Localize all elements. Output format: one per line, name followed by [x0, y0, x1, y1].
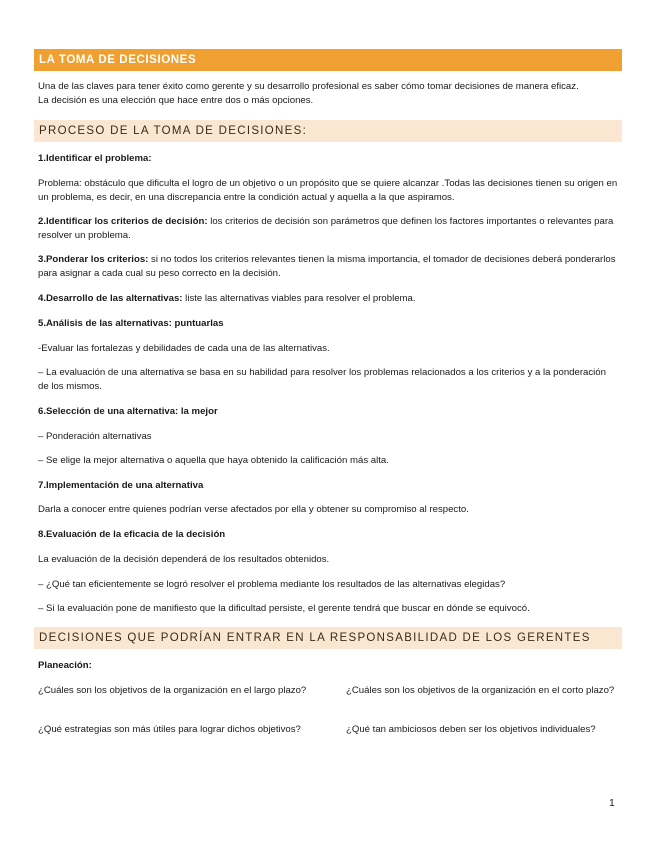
- step-4-text: liste las alternativas viables para resolver el problema.: [182, 293, 416, 304]
- step-7-title: 7.Implementación de una alternativa: [38, 480, 204, 491]
- step-8-text-1: La evaluación de la decisión dependerá de los resultados obtenidos.: [38, 554, 330, 565]
- document-title: LA TOMA DE DECISIONES: [34, 49, 622, 71]
- step-6-title: 6.Selección de una alternativa: la mejor: [38, 406, 218, 417]
- question-right-2: ¿Qué tan ambiciosos deben ser los objetivos individuales?: [346, 724, 596, 735]
- intro-paragraph: [38, 80, 618, 108]
- section-heading-manager-decisions: DECISIONES QUE PODRÍAN ENTRAR EN LA RESPONSABILIDAD DE LOS GERENTES: [34, 627, 622, 649]
- step-8-text-3: – Si la evaluación pone de manifiesto que la dificultad persiste, el gerente tendrá que buscar en dónde se equivocó.: [38, 603, 530, 614]
- step-4-paragraph: [38, 292, 618, 306]
- step-5-text-1: -Evaluar las fortalezas y debilidades de cada una de las alternativas.: [38, 343, 330, 354]
- intro-line-1: Una de las claves para tener éxito como gerente y su desarrollo profesional es saber cómo tomar decisiones de manera eficaz.: [38, 81, 579, 92]
- question-right-1: ¿Cuáles son los objetivos de la organización en el corto plazo?: [346, 685, 615, 696]
- step-3-paragraph: [38, 253, 618, 281]
- step-2-title: 2.Identificar los criterios de decisión:: [38, 216, 208, 227]
- intro-line-2: La decisión es una elección que hace entre dos o más opciones.: [38, 95, 314, 107]
- step-5-title: 5.Análisis de las alternativas: puntuarlas: [38, 318, 224, 329]
- step-1-text: Problema: obstáculo que dificulta el logro de un objetivo o un propósito que se quiere alcanzar .Todas las decisiones tienen su origen en un problema, es decir, en una discrepancia entre la condición actual y aquella a la que aspiramos.: [38, 178, 618, 204]
- step-6-text-2: – Se elige la mejor alternativa o aquella que haya obtenido la calificación más alta.: [38, 455, 389, 466]
- step-8-text-2: – ¿Qué tan eficientemente se logró resolver el problema mediante los resultados de las alternativas elegidas?: [38, 579, 506, 590]
- question-left-1: ¿Cuáles son los objetivos de la organización en el largo plazo?: [38, 685, 307, 696]
- question-left-2: ¿Qué estrategias son más útiles para lograr dichos objetivos?: [38, 724, 301, 735]
- step-1-title: 1.Identificar el problema:: [38, 153, 152, 164]
- step-7-text-1: Darla a conocer entre quienes podrían verse afectados por ella y obtener su compromiso al respecto.: [38, 504, 469, 515]
- step-2-text: los criterios de decisión son parámetros que definen los factores importantes o relevantes para resolver un problema.: [38, 216, 614, 242]
- planning-subheading: Planeación:: [38, 660, 92, 671]
- step-2-paragraph: [38, 215, 618, 243]
- step-5-text-2: – La evaluación de una alternativa se basa en su habilidad para resolver los problemas relacionados a los criterios y a la ponderación de los mismos.: [38, 367, 606, 393]
- page-number: 1: [609, 797, 615, 809]
- step-3-text: si no todos los criterios relevantes tienen la misma importancia, el tomador de decisiones deberá ponderarlos para asignar a cada cual su peso correcto en la decisión.: [38, 254, 616, 280]
- step-6-text-1: – Ponderación alternativas: [38, 431, 152, 442]
- section-heading-process: PROCESO DE LA TOMA DE DECISIONES:: [34, 120, 622, 142]
- step-3-title: 3.Ponderar los criterios:: [38, 254, 149, 265]
- step-8-title: 8.Evaluación de la eficacia de la decisión: [38, 529, 226, 540]
- step-4-title: 4.Desarrollo de las alternativas:: [38, 293, 183, 304]
- document-page: [34, 0, 622, 848]
